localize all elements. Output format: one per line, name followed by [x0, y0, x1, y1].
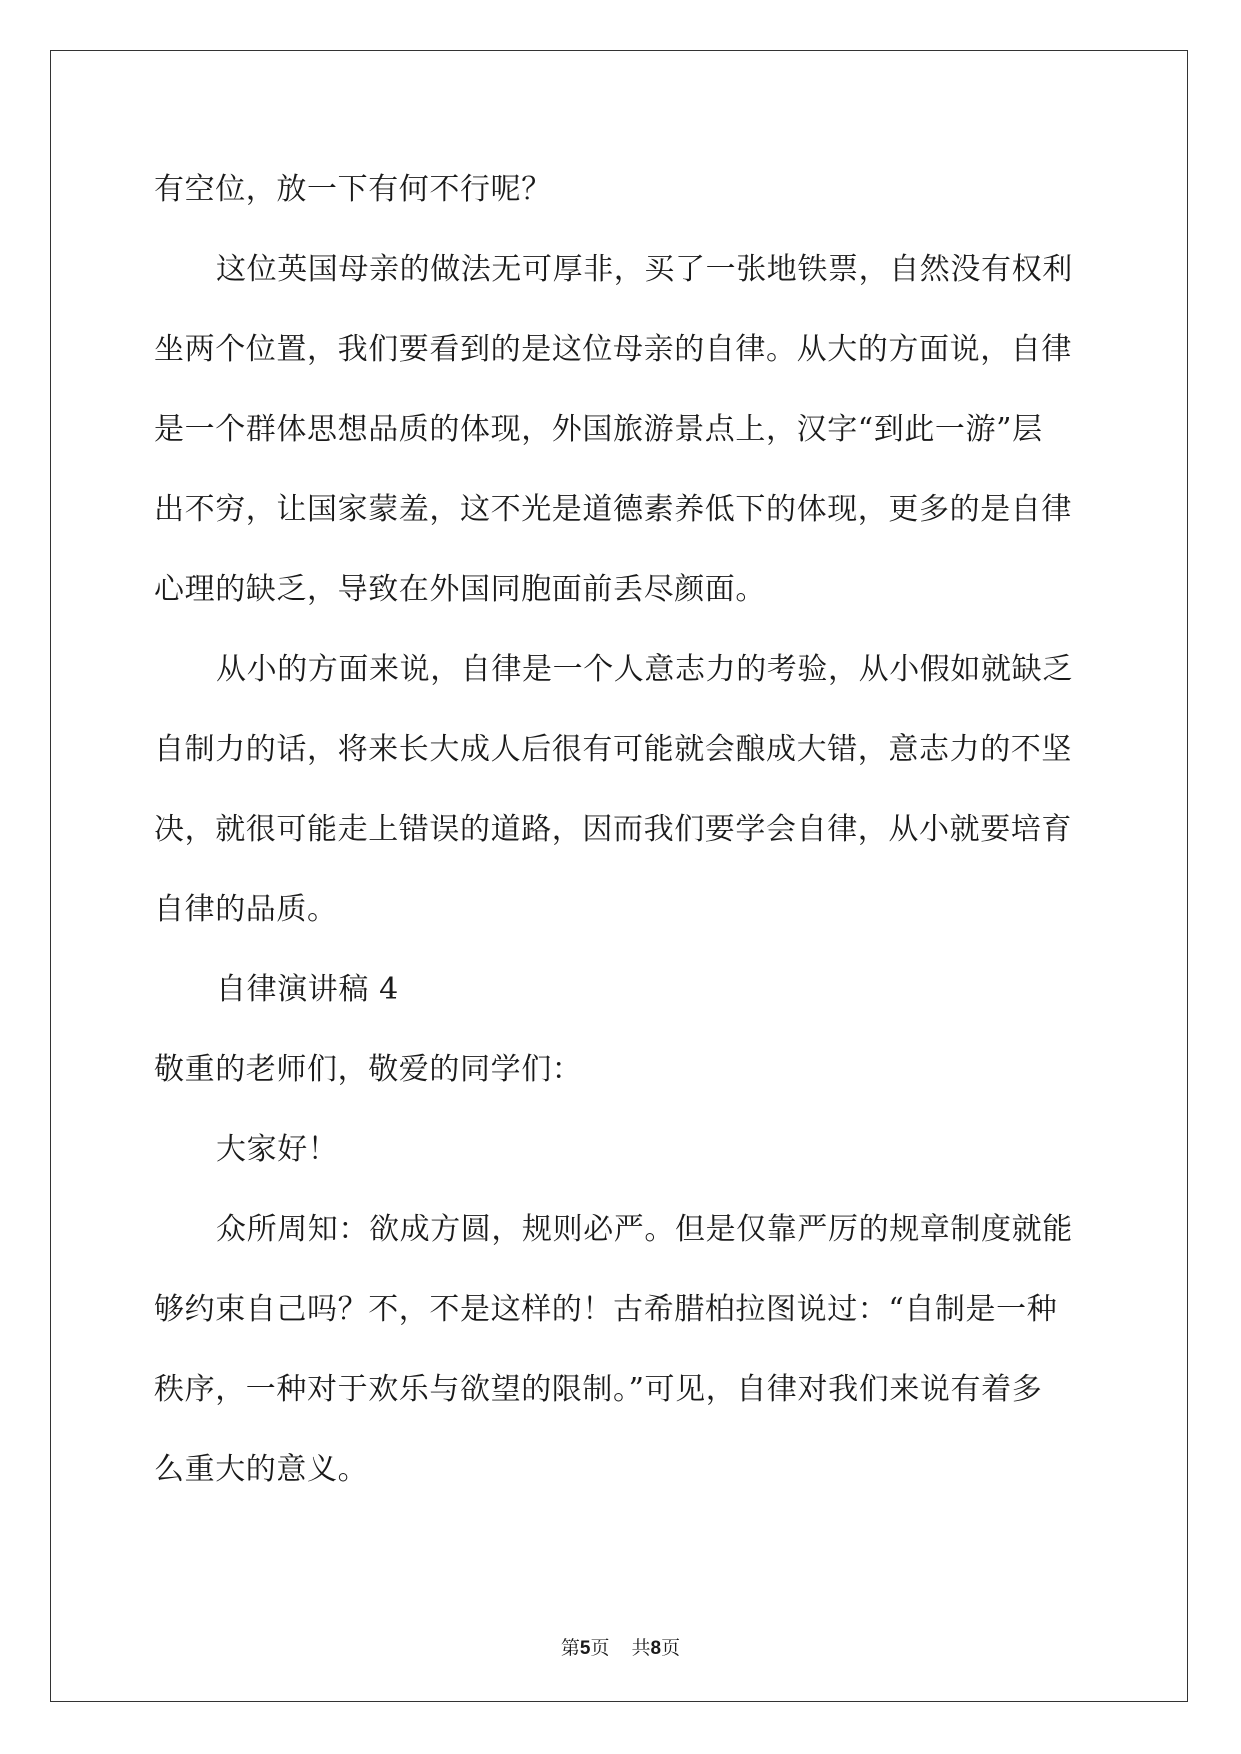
text-line: 自制力的话，将来长大成人后很有可能就会酿成大错，意志力的不坚 — [154, 732, 1072, 767]
text-line: 出不穷，让国家蒙羞，这不光是道德素养低下的体现，更多的是自律 — [154, 492, 1072, 527]
text-line: 坐两个位置，我们要看到的是这位母亲的自律。从大的方面说，自律 — [154, 332, 1072, 367]
section-heading: 自律演讲稿 4 — [216, 972, 399, 1007]
salutation: 敬重的老师们，敬爱的同学们： — [154, 1052, 583, 1087]
text-line: 众所周知：欲成方圆，规则必严。但是仅靠严厉的规章制度就能 — [216, 1212, 1073, 1247]
page-number: 5 — [579, 1638, 591, 1659]
text-line: 从小的方面来说，自律是一个人意志力的考验，从小假如就缺乏 — [216, 652, 1073, 687]
text-line: 么重大的意义。 — [154, 1452, 369, 1487]
document-body — [154, 160, 1094, 1520]
total-pages: 8 — [650, 1638, 662, 1659]
page-suffix: 页 — [590, 1637, 610, 1659]
page-footer — [0, 1636, 1241, 1661]
total-prefix: 共 — [631, 1637, 651, 1659]
text-line: 是一个群体思想品质的体现，外国旅游景点上，汉字“到此一游”层 — [154, 412, 1043, 447]
text-line: 决，就很可能走上错误的道路，因而我们要学会自律，从小就要培育 — [154, 812, 1072, 847]
total-suffix: 页 — [661, 1637, 681, 1659]
text-line: 有空位，放一下有何不行呢？ — [154, 172, 552, 207]
text-line: 秩序，一种对于欢乐与欲望的限制。”可见，自律对我们来说有着多 — [154, 1372, 1043, 1407]
greeting: 大家好！ — [216, 1132, 339, 1167]
text-line: 心理的缺乏，导致在外国同胞面前丢尽颜面。 — [154, 572, 766, 607]
text-line: 够约束自己吗？不，不是这样的！古希腊柏拉图说过：“自制是一种 — [154, 1292, 1058, 1327]
page-prefix: 第 — [560, 1637, 580, 1659]
text-line: 这位英国母亲的做法无可厚非，买了一张地铁票，自然没有权利 — [216, 252, 1073, 287]
text-line: 自律的品质。 — [154, 892, 338, 927]
